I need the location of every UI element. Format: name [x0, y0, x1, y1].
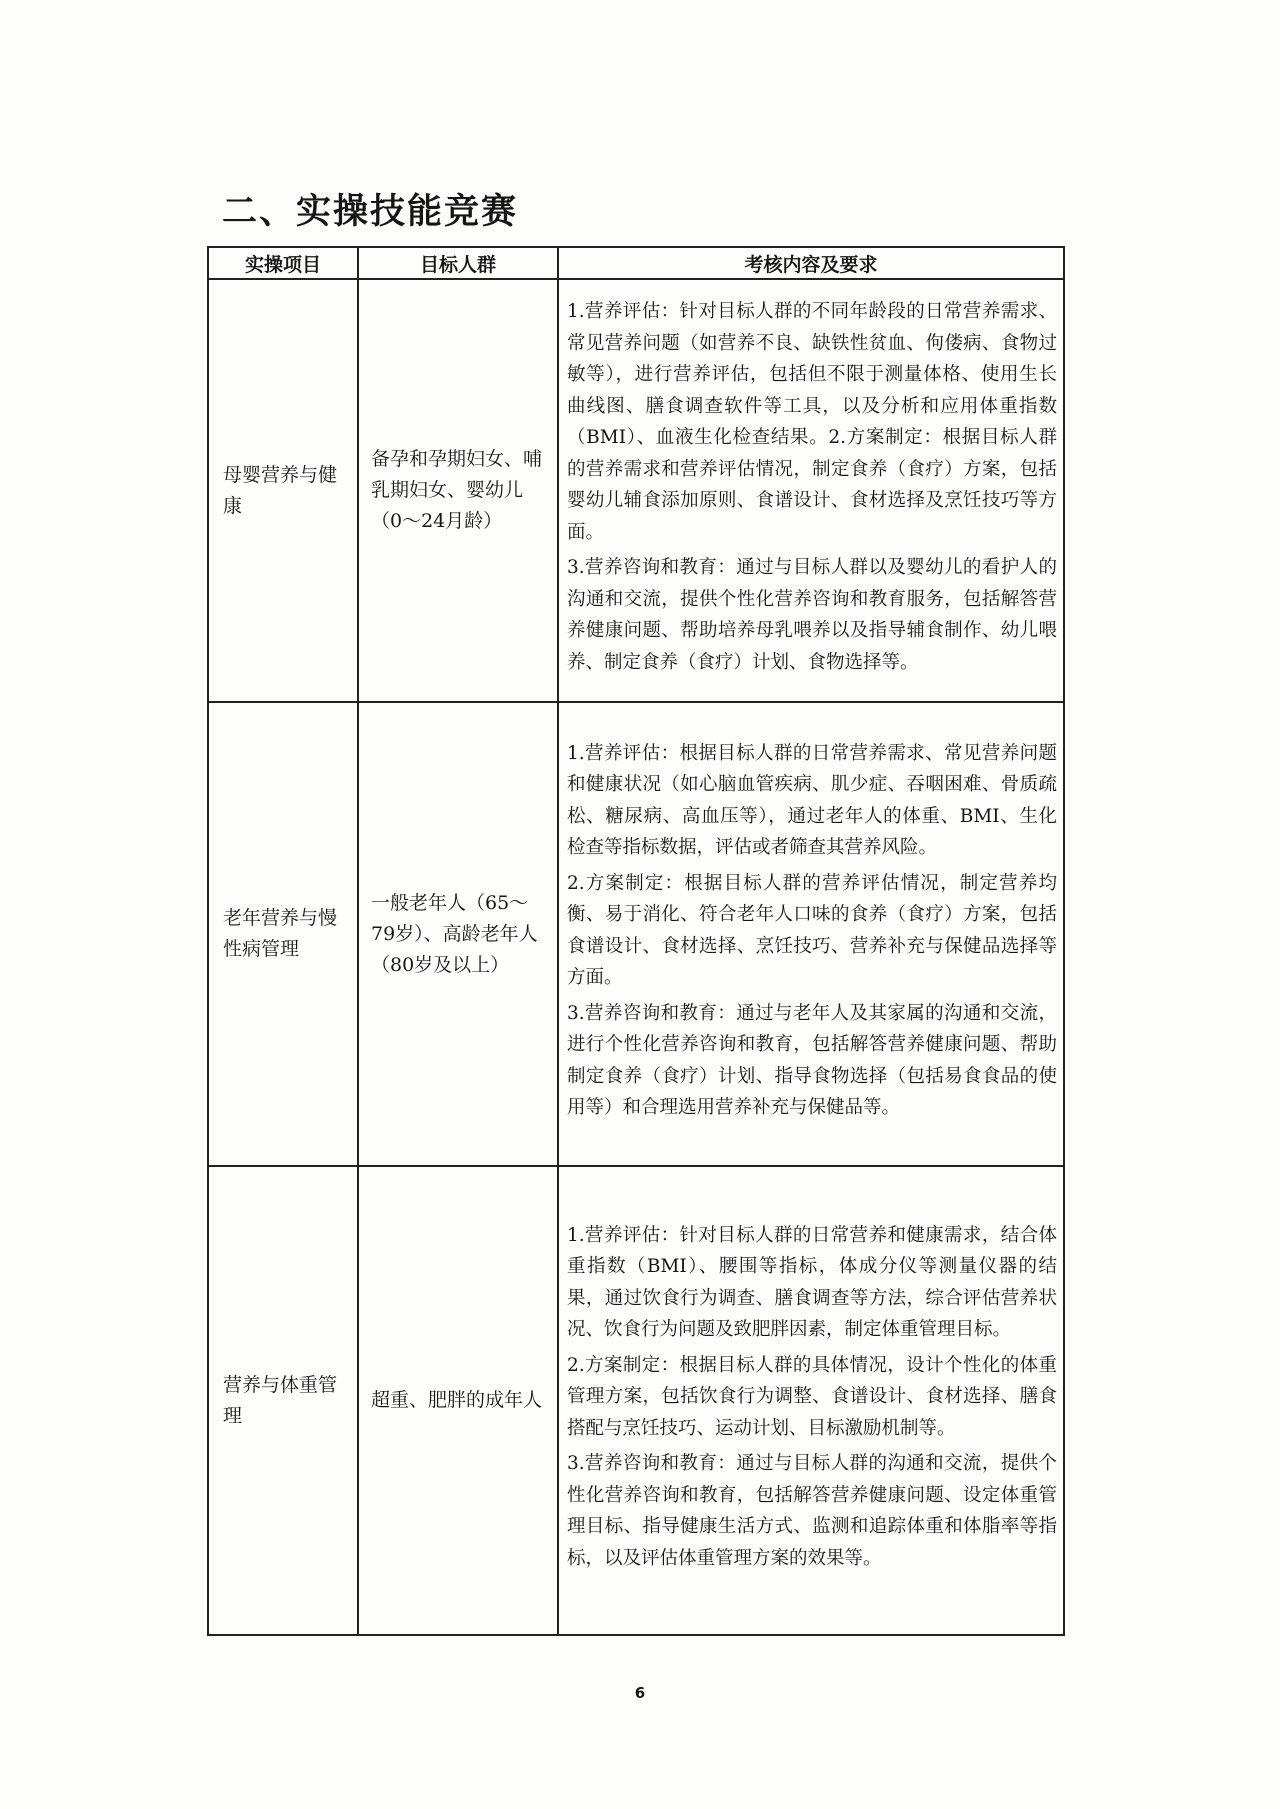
skills-competition-table [207, 246, 1065, 1636]
project-cell: 母婴营养与健康 [208, 279, 358, 702]
assessment-content-cell [558, 279, 1064, 702]
target-group-cell: 一般老年人（65～79岁）、高龄老年人（80岁及以上） [358, 702, 558, 1166]
content-paragraph: 1.营养评估：针对目标人群的不同年龄段的日常营养需求、常见营养问题（如营养不良、缺铁性贫血、佝偻病、食物过敏等），进行营养评估，包括但不限于测量体格、使用生长曲线图、膳食调查软件等工具，以及分析和应用体重指数（BMI）、血液生化检查结果。2.方案制定：根据目标人群的营养需求和营养评估情况，制定食养（食疗）方案，包括婴幼儿辅食添加原则、食谱设计、食材选择及烹饪技巧等方面。 [567, 301, 1057, 543]
header-assessment-content: 考核内容及要求 [558, 247, 1064, 279]
target-group-cell: 超重、肥胖的成年人 [358, 1166, 558, 1635]
assessment-content-cell [558, 702, 1064, 1166]
page-number: 6 [634, 1684, 646, 1702]
content-paragraph: 3.营养咨询和教育：通过与老年人及其家属的沟通和交流，进行个性化营养咨询和教育，包括解答营养健康问题、帮助制定食养（食疗）计划、指导食物选择（包括易食食品的使用等）和合理选用营养补充与保健品等。 [567, 1002, 1057, 1118]
project-cell: 营养与体重管理 [208, 1166, 358, 1635]
assessment-content-cell [558, 1166, 1064, 1635]
table-header-row [208, 247, 1064, 279]
content-paragraph: 2.方案制定：根据目标人群的具体情况，设计个性化的体重管理方案，包括饮食行为调整、食谱设计、食材选择、膳食搭配与烹饪技巧、运动计划、目标激励机制等。 [567, 1354, 1057, 1439]
content-paragraph: 1.营养评估：根据目标人群的日常营养需求、常见营养问题和健康状况（如心脑血管疾病、肌少症、吞咽困难、骨质疏松、糖尿病、高血压等），通过老年人的体重、BMI、生化检查等指标数据，评估或者筛查其营养风险。 [567, 742, 1057, 858]
target-group-cell: 备孕和孕期妇女、哺乳期妇女、婴幼儿（0～24月龄） [358, 279, 558, 702]
project-cell: 老年营养与慢性病管理 [208, 702, 358, 1166]
header-project: 实操项目 [208, 247, 358, 279]
section-title: 二、实操技能竞赛 [222, 192, 519, 232]
content-paragraph: 2.方案制定：根据目标人群的营养评估情况，制定营养均衡、易于消化、符合老年人口味的食养（食疗）方案，包括食谱设计、食材选择、烹饪技巧、营养补充与保健品选择等方面。 [567, 872, 1057, 988]
content-paragraph: 1.营养评估：针对目标人群的日常营养和健康需求，结合体重指数（BMI）、腰围等指标，体成分仪等测量仪器的结果，通过饮食行为调查、膳食调查等方法，综合评估营养状况、饮食行为问题及致肥胖因素，制定体重管理目标。 [567, 1224, 1057, 1341]
table-row [208, 1166, 1064, 1635]
header-target-group: 目标人群 [358, 247, 558, 279]
table-row [208, 702, 1064, 1166]
content-paragraph: 3.营养咨询和教育：通过与目标人群以及婴幼儿的看护人的沟通和交流，提供个性化营养咨询和教育服务，包括解答营养健康问题、帮助培养母乳喂养以及指导辅食制作、幼儿喂养、制定食养（食疗）计划、食物选择等。 [567, 557, 1057, 673]
content-paragraph: 3.营养咨询和教育：通过与目标人群的沟通和交流，提供个性化营养咨询和教育，包括解答营养健康问题、设定体重管理目标、指导健康生活方式、监测和追踪体重和体脂率等指标，以及评估体重管理方案的效果等。 [567, 1453, 1057, 1569]
table-row [208, 279, 1064, 702]
